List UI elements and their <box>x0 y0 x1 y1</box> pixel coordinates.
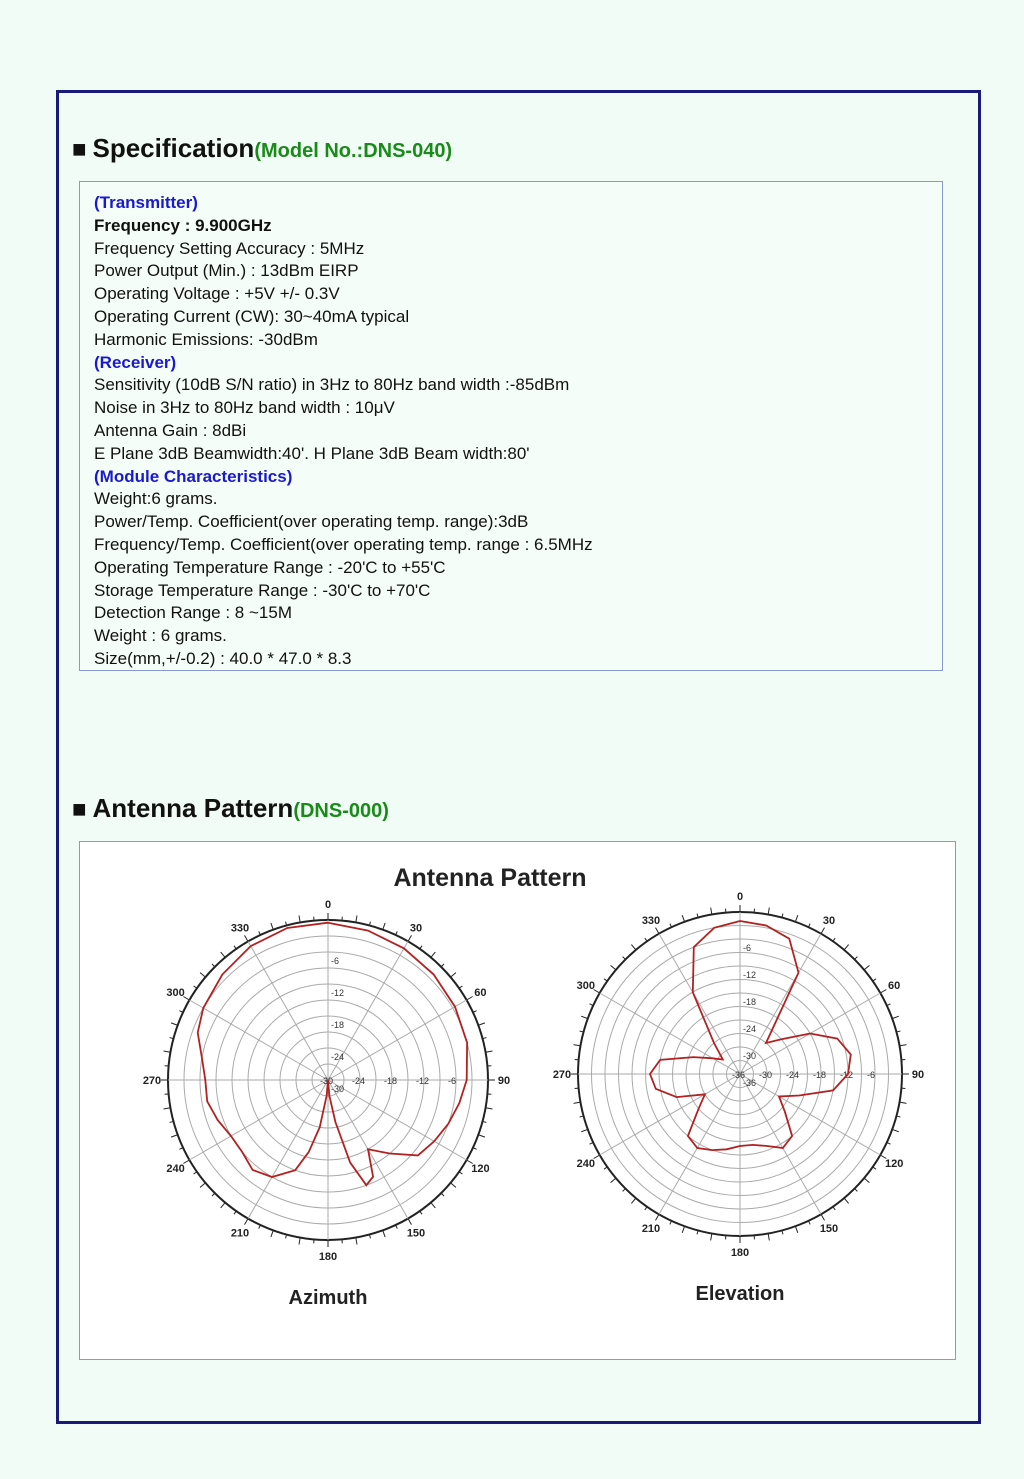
polar-rim-tick <box>221 952 225 957</box>
polar-rim-tick <box>795 1226 797 1233</box>
spec-line: Frequency/Temp. Coefficient(over operating temp. range : 6.5MHz <box>94 534 593 554</box>
square-bullet-icon: ■ <box>72 136 87 163</box>
polar-angle-label: 120 <box>471 1163 490 1175</box>
polar-radial-label: -36 <box>743 1078 757 1088</box>
polar-rim-tick <box>844 945 848 950</box>
polar-rim-tick <box>711 908 712 915</box>
polar-rim-tick <box>164 1051 171 1052</box>
polar-rim-tick <box>271 923 273 930</box>
polar-rim-tick <box>880 990 886 994</box>
polar-rim-tick <box>194 986 197 988</box>
polar-radial-label: -6 <box>448 1076 457 1086</box>
polar-rim-tick <box>581 1129 588 1131</box>
antenna-chart-box <box>79 841 956 1360</box>
polar-angle-label: 240 <box>166 1163 185 1175</box>
polar-angle-label: 270 <box>142 1075 162 1087</box>
polar-angle-label: 180 <box>730 1247 750 1259</box>
spec-line: Antenna Gain : 8dBi <box>94 420 247 440</box>
polar-radial-label: -18 <box>813 1070 827 1080</box>
polar-rim-tick <box>245 935 249 941</box>
spec-line: Storage Temperature Range : -30'C to +70'C <box>94 580 431 600</box>
polar-rim-tick <box>855 1189 858 1192</box>
polar-rim-tick <box>892 1129 899 1131</box>
polar-angle-label: 210 <box>641 1223 661 1236</box>
polar-radial-label: -30 <box>743 1051 757 1061</box>
spec-line: Noise in 3Hz to 80Hz band width : 10μV <box>94 398 395 418</box>
spec-line: Weight : 6 grams. <box>94 626 227 646</box>
spec-line: Detection Range : 8 ~15M <box>94 603 292 623</box>
polar-rim-tick <box>486 1051 493 1052</box>
polar-rim-tick <box>833 1207 835 1210</box>
polar-radial-label: -6 <box>331 956 340 966</box>
antenna-heading <box>72 793 389 824</box>
antenna-title: Antenna Pattern <box>92 793 294 823</box>
polar-rim-tick <box>212 1193 215 1196</box>
polar-angle-label: 90 <box>497 1075 511 1087</box>
polar-angle-label: 210 <box>230 1227 250 1240</box>
polar-angle-label: 330 <box>230 922 250 935</box>
polar-radial-label: -18 <box>384 1076 398 1086</box>
polar-rim-tick <box>408 1219 412 1225</box>
antenna-model: (DNS-000) <box>293 800 389 822</box>
polar-rim-tick <box>855 957 858 960</box>
polar-rim-tick <box>821 1214 825 1220</box>
polar-rim-tick <box>171 1135 178 1137</box>
polar-angle-label: 150 <box>406 1227 426 1240</box>
polar-rim-tick <box>299 1238 300 1245</box>
polar-rim-tick <box>194 1172 197 1174</box>
chart-title: Antenna Pattern <box>393 864 587 892</box>
polar-rim-tick <box>768 1234 769 1241</box>
polar-radial-label: -24 <box>743 1024 757 1034</box>
polar-angle-label: 150 <box>819 1223 839 1236</box>
polar-rim-tick <box>221 1203 225 1208</box>
polar-rim-tick <box>656 928 660 934</box>
polar-rim-tick <box>234 1211 236 1214</box>
polar-rim-tick <box>441 1193 444 1196</box>
polar-rim-tick <box>486 1108 493 1109</box>
polar-rim-tick <box>356 1238 357 1245</box>
polar-rim-tick <box>574 1102 581 1103</box>
polar-chart-label: Azimuth <box>288 1287 368 1309</box>
polar-rim-tick <box>467 997 473 1001</box>
polar-rim-tick <box>459 1172 462 1174</box>
polar-radial-label: -30 <box>320 1076 334 1086</box>
polar-spoke <box>189 1080 328 1160</box>
polar-spoke <box>328 1080 467 1160</box>
spec-line: Operating Temperature Range : -20'C to +55'C <box>94 557 446 577</box>
spec-line: Harmonic Emissions: -30dBm <box>94 329 318 349</box>
polar-radial-label: -18 <box>743 997 757 1007</box>
polar-rim-tick <box>420 1211 422 1214</box>
polar-rim-tick <box>245 1219 249 1225</box>
polar-radial-label: -30 <box>331 1084 345 1094</box>
polar-radial-label: -12 <box>743 970 757 980</box>
spec-line: Frequency : 9.900GHz <box>94 215 272 235</box>
polar-radial-label: -12 <box>840 1070 854 1080</box>
polar-rim-tick <box>451 1183 456 1187</box>
polar-spoke <box>248 1080 328 1219</box>
polar-rim-tick <box>164 1108 171 1109</box>
polar-rim-tick <box>682 915 684 922</box>
polar-rim-tick <box>234 946 236 949</box>
polar-rim-tick <box>623 1189 626 1192</box>
polar-spoke <box>740 1074 880 1155</box>
polar-rim-tick <box>604 979 607 981</box>
polar-angle-label: 0 <box>736 891 744 903</box>
polar-rim-tick <box>833 938 835 941</box>
polar-angle-label: 60 <box>888 980 901 992</box>
polar-radial-label: -12 <box>416 1076 430 1086</box>
spec-line: Sensitivity (10dB S/N ratio) in 3Hz to 80Hz band width :-85dBm <box>94 375 570 395</box>
polar-rim-tick <box>420 946 422 949</box>
square-bullet-icon: ■ <box>72 796 87 823</box>
polar-rim-tick <box>900 1102 907 1103</box>
polar-radial-label: -30 <box>759 1070 773 1080</box>
spec-line: Frequency Setting Accuracy : 5MHz <box>94 238 365 258</box>
polar-radial-label: -12 <box>331 988 345 998</box>
spec-box <box>79 181 943 671</box>
polar-rim-tick <box>623 957 626 960</box>
polar-rim-tick <box>611 1178 616 1182</box>
polar-angle-label: 300 <box>166 987 185 999</box>
polar-rim-tick <box>478 1135 485 1137</box>
polar-spoke <box>189 1000 328 1080</box>
polar-rim-tick <box>478 1023 485 1025</box>
polar-rim-tick <box>631 945 635 950</box>
polar-rim-tick <box>645 938 647 941</box>
polar-rim-tick <box>451 973 456 977</box>
polar-rim-tick <box>459 986 462 988</box>
polar-rim-tick <box>892 1016 899 1018</box>
polar-chart-label: Elevation <box>695 1283 785 1305</box>
polar-rim-tick <box>631 1198 635 1203</box>
polar-rim-tick <box>441 964 444 967</box>
polar-spoke <box>600 1074 740 1155</box>
polar-rim-tick <box>408 935 412 941</box>
polar-rim-tick <box>431 952 435 957</box>
polar-angle-label: 270 <box>552 1069 572 1081</box>
polar-rim-tick <box>795 915 797 922</box>
polar-rim-tick <box>711 1234 712 1241</box>
polar-angle-label: 300 <box>576 980 596 992</box>
polar-angle-label: 240 <box>576 1158 596 1170</box>
polar-angle-label: 30 <box>822 914 836 927</box>
spec-section-heading: (Receiver) <box>94 352 177 372</box>
spec-section-heading: (Module Characteristics) <box>94 466 293 486</box>
polar-rim-tick <box>200 973 205 977</box>
polar-trace <box>650 921 854 1150</box>
spec-line: Power/Temp. Coefficient(over operating temp. range):3dB <box>94 512 529 532</box>
polar-rim-tick <box>611 965 616 969</box>
polar-radial-label: -6 <box>867 1070 876 1080</box>
polar-rim-tick <box>900 1045 907 1046</box>
polar-rim-tick <box>864 965 869 969</box>
polar-radial-label: -24 <box>786 1070 800 1080</box>
polar-rim-tick <box>682 1226 684 1233</box>
spec-line: Operating Current (CW): 30~40mA typical <box>94 306 410 326</box>
spec-line: E Plane 3dB Beamwidth:40'. H Plane 3dB Beam width:80' <box>94 443 530 463</box>
spec-heading <box>72 133 452 164</box>
polar-spoke <box>248 941 328 1080</box>
polar-angle-label: 90 <box>911 1069 925 1081</box>
polar-rim-tick <box>821 928 825 934</box>
antenna-chart <box>80 842 955 1359</box>
polar-rim-tick <box>645 1207 647 1210</box>
polar-angle-label: 120 <box>884 1158 904 1170</box>
polar-rim-tick <box>383 923 385 930</box>
polar-rim-tick <box>383 1230 385 1237</box>
polar-radial-label: -24 <box>352 1076 366 1086</box>
polar-rim-tick <box>212 964 215 967</box>
polar-rim-tick <box>873 979 876 981</box>
polar-rim-tick <box>873 1167 876 1169</box>
polar-radial-label: -36 <box>732 1070 746 1080</box>
polar-rim-tick <box>431 1203 435 1208</box>
polar-rim-tick <box>171 1023 178 1025</box>
spec-model: (Model No.:DNS-040) <box>254 140 453 162</box>
polar-rim-tick <box>768 908 769 915</box>
polar-angle-label: 0 <box>324 899 332 911</box>
spec-section-heading: (Transmitter) <box>94 193 198 212</box>
polar-rim-tick <box>574 1045 581 1046</box>
polar-rim-tick <box>299 916 300 923</box>
spec-line: Operating Voltage : +5V +/- 0.3V <box>94 284 340 304</box>
spec-line: Weight:6 grams. <box>94 489 218 509</box>
polar-angle-label: 60 <box>474 987 487 999</box>
polar-spoke <box>659 934 740 1074</box>
polar-rim-tick <box>200 1183 205 1187</box>
polar-angle-label: 330 <box>641 914 661 927</box>
polar-radial-label: -24 <box>331 1052 345 1062</box>
polar-radial-label: -18 <box>331 1020 345 1030</box>
polar-angle-label: 180 <box>318 1251 338 1263</box>
spec-line: Size(mm,+/-0.2) : 40.0 * 47.0 * 8.3 <box>94 648 352 668</box>
polar-rim-tick <box>656 1214 660 1220</box>
polar-rim-tick <box>604 1167 607 1169</box>
polar-rim-tick <box>864 1178 869 1182</box>
spec-title: Specification <box>92 133 255 163</box>
polar-rim-tick <box>356 916 357 923</box>
polar-rim-tick <box>271 1230 273 1237</box>
polar-rim-tick <box>581 1016 588 1018</box>
spec-line: Power Output (Min.) : 13dBm EIRP <box>94 261 359 281</box>
polar-spoke <box>600 993 740 1074</box>
polar-angle-label: 30 <box>409 922 423 935</box>
polar-rim-tick <box>844 1198 848 1203</box>
polar-radial-label: -6 <box>743 943 752 953</box>
polar-spoke <box>328 1000 467 1080</box>
